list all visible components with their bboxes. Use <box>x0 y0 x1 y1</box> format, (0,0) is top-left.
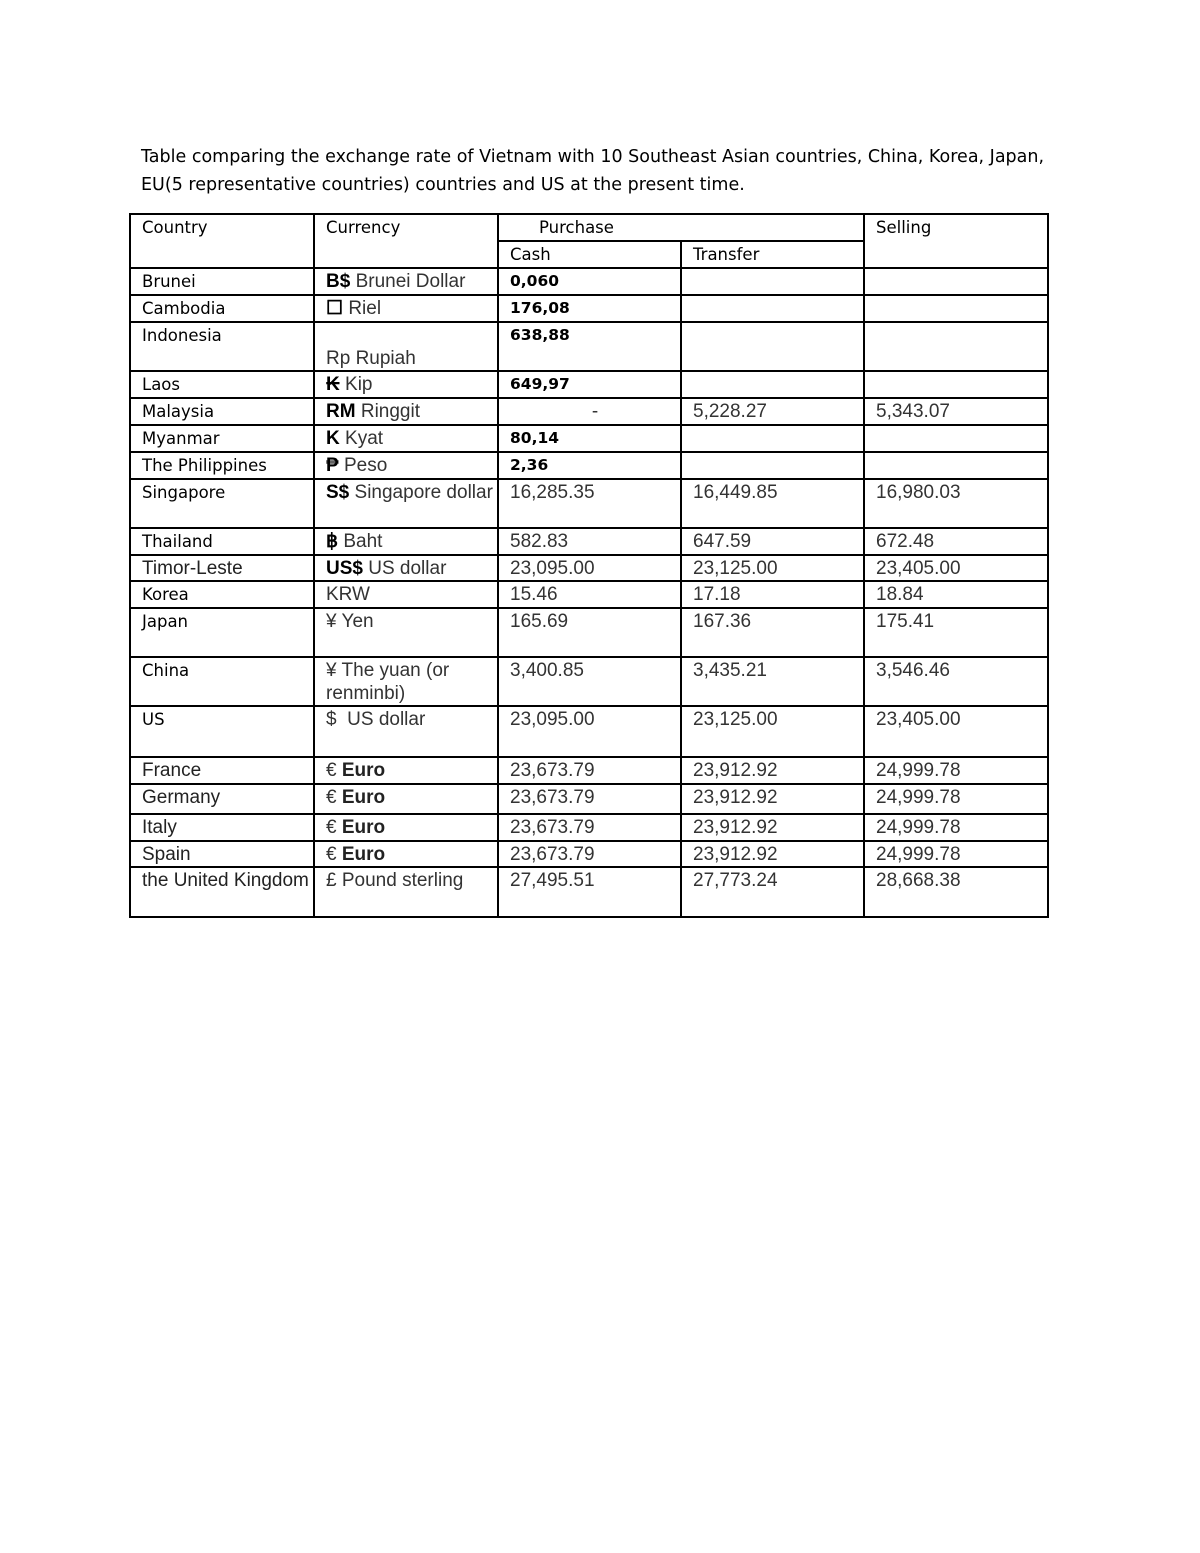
currency-name: Ringgit <box>360 401 420 422</box>
selling-cell: 23,405.00 <box>864 706 1048 757</box>
currency-name: Euro <box>341 844 386 865</box>
currency-symbol: € <box>326 787 337 808</box>
table-row <box>130 706 1048 757</box>
header-selling: Selling <box>864 214 1048 268</box>
country-cell: Germany <box>130 784 314 814</box>
currency-symbol: K <box>326 428 340 449</box>
transfer-cell: 23,125.00 <box>681 706 864 757</box>
currency-symbol: ¥ <box>326 611 337 632</box>
transfer-cell: 17.18 <box>681 581 864 608</box>
currency-name: Kyat <box>345 428 384 449</box>
country-cell: The Philippines <box>130 452 314 479</box>
currency-cell <box>314 814 498 841</box>
currency-symbol: ☐ <box>326 298 344 319</box>
cash-cell: - <box>498 398 681 425</box>
country-cell: Timor-Leste <box>130 555 314 581</box>
selling-cell: 24,999.78 <box>864 814 1048 841</box>
table-caption <box>141 143 1061 199</box>
cash-cell: 15.46 <box>498 581 681 608</box>
country-cell: Italy <box>130 814 314 841</box>
currency-cell <box>314 528 498 555</box>
country-cell: Korea <box>130 581 314 608</box>
currency-cell <box>314 479 498 528</box>
selling-cell <box>864 322 1048 371</box>
currency-name: Euro <box>341 817 386 838</box>
currency-cell <box>314 657 498 706</box>
selling-cell: 18.84 <box>864 581 1048 608</box>
transfer-cell: 23,912.92 <box>681 784 864 814</box>
cash-cell: 23,673.79 <box>498 784 681 814</box>
currency-name: Rupiah <box>355 348 416 369</box>
country-cell: US <box>130 706 314 757</box>
table-row <box>130 608 1048 657</box>
header-currency: Currency <box>314 214 498 268</box>
country-cell: China <box>130 657 314 706</box>
currency-symbol: ₭ <box>326 374 340 395</box>
table-row <box>130 581 1048 608</box>
transfer-cell: 167.36 <box>681 608 864 657</box>
currency-name: KRW <box>326 584 370 605</box>
country-cell: Malaysia <box>130 398 314 425</box>
country-cell: Japan <box>130 608 314 657</box>
table-row <box>130 295 1048 322</box>
cash-cell: 16,285.35 <box>498 479 681 528</box>
currency-name: Riel <box>348 298 382 319</box>
transfer-cell <box>681 295 864 322</box>
transfer-cell: 23,912.92 <box>681 757 864 784</box>
transfer-cell: 27,773.24 <box>681 867 864 917</box>
currency-name: Euro <box>341 787 386 808</box>
currency-name: Kip <box>345 374 373 395</box>
currency-name: Brunei Dollar <box>355 271 466 292</box>
currency-cell <box>314 398 498 425</box>
currency-name: US dollar <box>347 709 426 730</box>
transfer-cell <box>681 322 864 371</box>
cash-cell: 582.83 <box>498 528 681 555</box>
transfer-cell: 647.59 <box>681 528 864 555</box>
currency-cell <box>314 322 498 371</box>
country-cell: the United Kingdom <box>130 867 314 917</box>
cash-cell: 165.69 <box>498 608 681 657</box>
table-row <box>130 452 1048 479</box>
currency-symbol: ฿ <box>326 531 339 552</box>
currency-cell <box>314 841 498 867</box>
country-cell: Laos <box>130 371 314 398</box>
transfer-cell <box>681 425 864 452</box>
table-row <box>130 268 1048 295</box>
currency-name: Peso <box>343 455 388 476</box>
currency-symbol: B$ <box>326 271 351 292</box>
currency-symbol: US$ <box>326 558 363 579</box>
selling-cell <box>864 425 1048 452</box>
currency-symbol: € <box>326 817 337 838</box>
country-cell: Spain <box>130 841 314 867</box>
selling-cell: 672.48 <box>864 528 1048 555</box>
currency-cell <box>314 608 498 657</box>
country-cell: Singapore <box>130 479 314 528</box>
table-row <box>130 841 1048 867</box>
table-row <box>130 555 1048 581</box>
header-transfer: Transfer <box>681 241 864 268</box>
currency-cell <box>314 581 498 608</box>
currency-cell <box>314 757 498 784</box>
table-row <box>130 814 1048 841</box>
selling-cell: 24,999.78 <box>864 841 1048 867</box>
currency-symbol: € <box>326 844 337 865</box>
table-row <box>130 784 1048 814</box>
currency-name: Pound sterling <box>341 870 464 891</box>
table-row <box>130 398 1048 425</box>
transfer-cell: 16,449.85 <box>681 479 864 528</box>
caption-line-2: EU(5 representative countries) countries and US at the present time. <box>141 175 745 195</box>
table-row <box>130 657 1048 706</box>
cash-cell: 23,095.00 <box>498 706 681 757</box>
country-cell: Brunei <box>130 268 314 295</box>
currency-cell <box>314 268 498 295</box>
currency-symbol: ¥ <box>326 660 337 681</box>
cash-cell: 23,673.79 <box>498 841 681 867</box>
cash-cell: 3,400.85 <box>498 657 681 706</box>
selling-cell: 16,980.03 <box>864 479 1048 528</box>
transfer-cell: 23,125.00 <box>681 555 864 581</box>
header-purchase: Purchase <box>498 214 864 241</box>
currency-symbol: Rp <box>326 348 351 369</box>
currency-cell <box>314 706 498 757</box>
currency-name: Baht <box>343 531 383 552</box>
currency-symbol: £ <box>326 870 337 891</box>
country-cell: France <box>130 757 314 784</box>
country-cell: Thailand <box>130 528 314 555</box>
table-row <box>130 371 1048 398</box>
selling-cell <box>864 452 1048 479</box>
selling-cell: 3,546.46 <box>864 657 1048 706</box>
currency-cell <box>314 867 498 917</box>
header-cash: Cash <box>498 241 681 268</box>
currency-name: Euro <box>341 760 386 781</box>
table-row <box>130 322 1048 371</box>
currency-symbol: € <box>326 760 337 781</box>
table-row <box>130 528 1048 555</box>
cash-cell: 176,08 <box>498 295 681 322</box>
cash-cell: 23,673.79 <box>498 814 681 841</box>
currency-cell <box>314 784 498 814</box>
selling-cell <box>864 371 1048 398</box>
currency-name: US dollar <box>368 558 447 579</box>
exchange-rate-table <box>129 213 1049 918</box>
cash-cell: 2,36 <box>498 452 681 479</box>
selling-cell <box>864 295 1048 322</box>
currency-cell <box>314 371 498 398</box>
transfer-cell <box>681 268 864 295</box>
selling-cell <box>864 268 1048 295</box>
cash-cell: 80,14 <box>498 425 681 452</box>
header-country: Country <box>130 214 314 268</box>
currency-cell <box>314 425 498 452</box>
currency-cell <box>314 452 498 479</box>
table-row <box>130 425 1048 452</box>
transfer-cell <box>681 371 864 398</box>
cash-cell: 638,88 <box>498 322 681 371</box>
transfer-cell: 3,435.21 <box>681 657 864 706</box>
currency-name: Singapore dollar <box>354 482 493 503</box>
selling-cell: 23,405.00 <box>864 555 1048 581</box>
transfer-cell: 23,912.92 <box>681 841 864 867</box>
selling-cell: 28,668.38 <box>864 867 1048 917</box>
transfer-cell: 23,912.92 <box>681 814 864 841</box>
selling-cell: 175.41 <box>864 608 1048 657</box>
selling-cell: 24,999.78 <box>864 784 1048 814</box>
currency-name: The yuan (or renminbi) <box>326 660 450 704</box>
cash-cell: 649,97 <box>498 371 681 398</box>
currency-cell <box>314 555 498 581</box>
transfer-cell <box>681 452 864 479</box>
caption-line-1: Table comparing the exchange rate of Vietnam with 10 Southeast Asian countries, China, Korea, Japan, <box>141 147 1045 167</box>
selling-cell: 24,999.78 <box>864 757 1048 784</box>
currency-name: Yen <box>341 611 374 632</box>
cash-cell: 0,060 <box>498 268 681 295</box>
country-cell: Indonesia <box>130 322 314 371</box>
selling-cell: 5,343.07 <box>864 398 1048 425</box>
cash-cell: 23,673.79 <box>498 757 681 784</box>
currency-symbol: RM <box>326 401 356 422</box>
table-row <box>130 757 1048 784</box>
table-row <box>130 867 1048 917</box>
cash-cell: 27,495.51 <box>498 867 681 917</box>
currency-cell <box>314 295 498 322</box>
currency-symbol: $ <box>326 709 337 730</box>
country-cell: Cambodia <box>130 295 314 322</box>
header-row <box>130 214 1048 241</box>
table-row <box>130 479 1048 528</box>
currency-symbol: ₱ <box>326 455 339 476</box>
currency-symbol: S$ <box>326 482 350 503</box>
country-cell: Myanmar <box>130 425 314 452</box>
transfer-cell: 5,228.27 <box>681 398 864 425</box>
cash-cell: 23,095.00 <box>498 555 681 581</box>
